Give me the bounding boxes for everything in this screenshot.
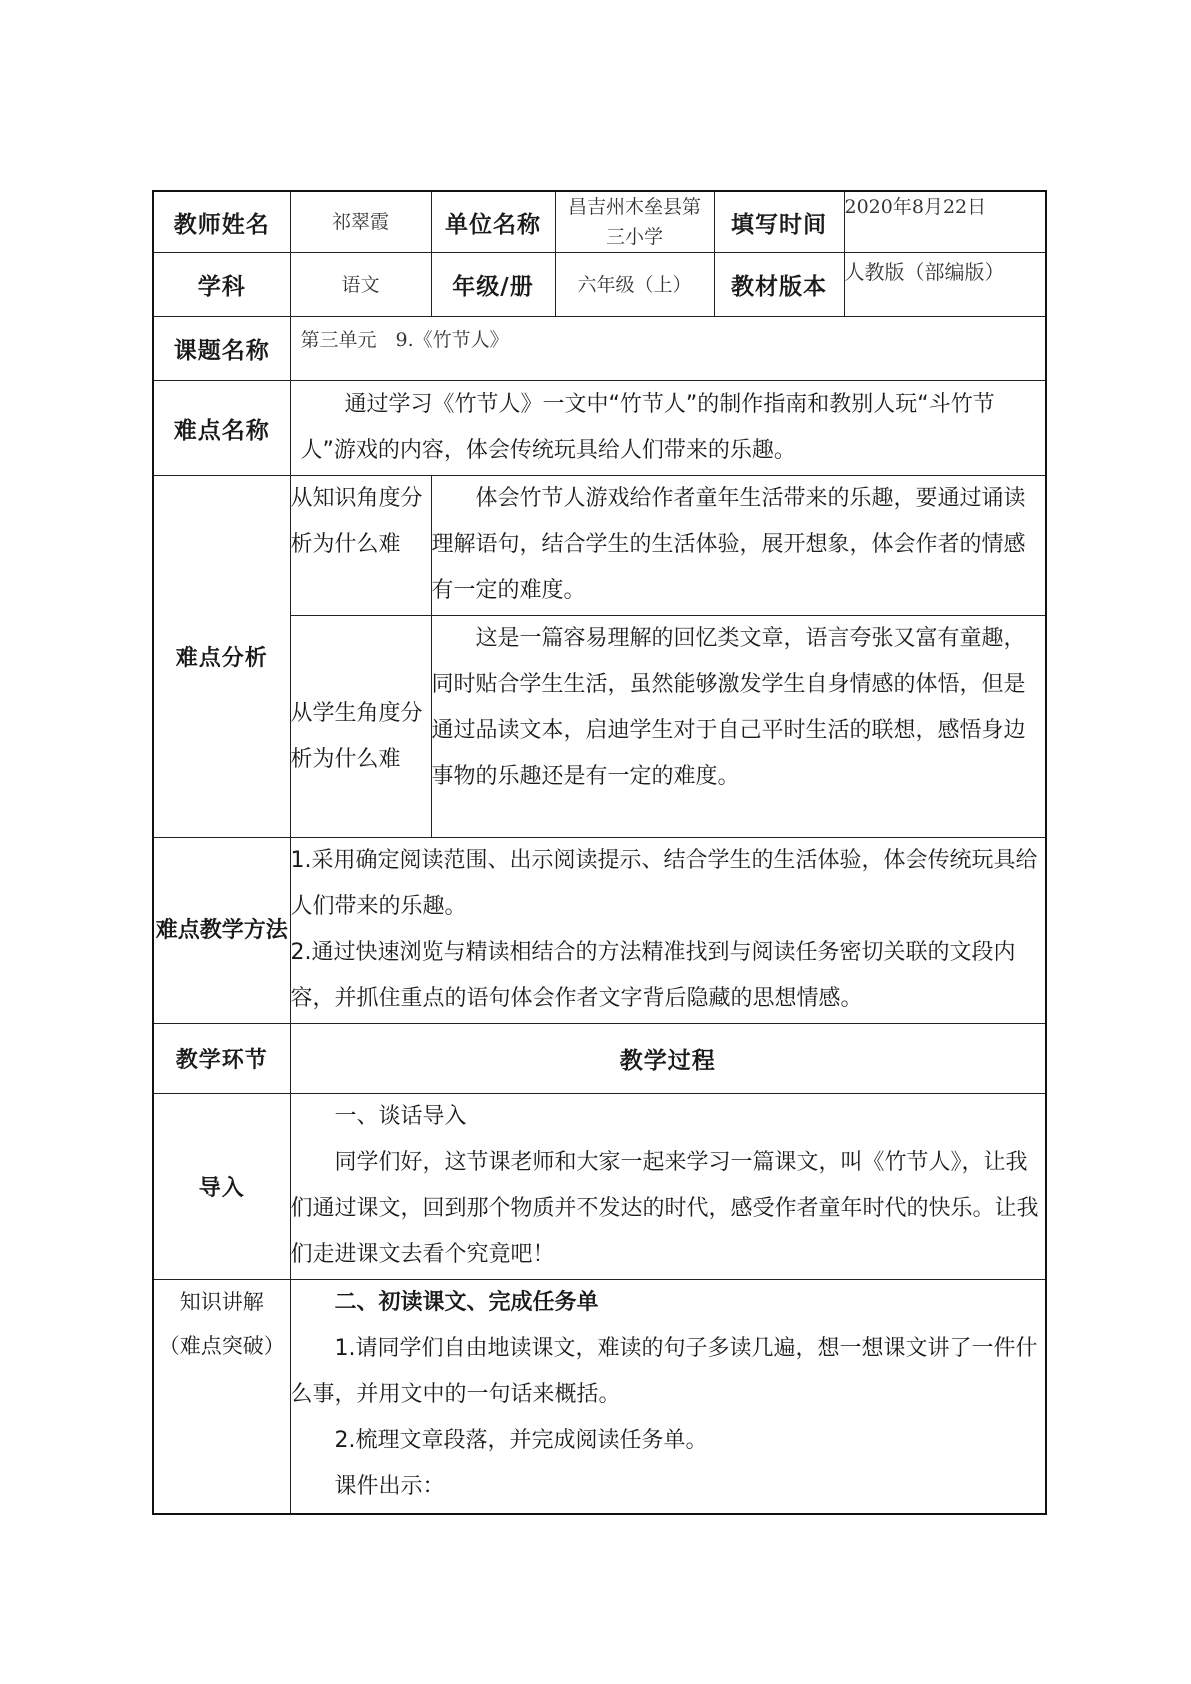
analysis-knowledge-row [153, 476, 1046, 616]
unit-label: 单位名称 [431, 191, 555, 253]
student-angle-text: 这是一篇容易理解的回忆类文章，语言夸张又富有童趣，同时贴合学生生活，虽然能够激发学生自身情感的体悟，但是通过品读文本，启迪学生对于自己平时生活的联想，感悟身边事物的乐趣还是有一定的难度。 [431, 616, 1046, 838]
edition-value: 人教版（部编版） [844, 253, 1046, 317]
lesson-value: 第三单元 9.《竹节人》 [290, 317, 1046, 381]
edition-label: 教材版本 [714, 253, 844, 317]
student-angle-label: 从学生角度分析为什么难 [290, 616, 431, 838]
analysis-label: 难点分析 [153, 476, 290, 838]
knowledge-label-line-1: 知识讲解 [179, 1290, 264, 1314]
knowledge-label-line-2: （难点突破） [158, 1334, 285, 1358]
info-row-2 [153, 253, 1046, 317]
difficulty-text: 通过学习《竹节人》一文中“竹节人”的制作指南和教别人玩“斗竹节人”游戏的内容，体会传统玩具给人们带来的乐趣。 [290, 381, 1046, 476]
intro-row [153, 1094, 1046, 1280]
knowledge-item-1: 1.请同学们自由地读课文，难读的句子多读几遍，想一想课文讲了一件什么事，并用文中的一句话来概括。 [290, 1336, 1038, 1407]
knowledge-angle-label: 从知识角度分析为什么难 [290, 476, 431, 616]
info-row-1 [153, 191, 1046, 253]
teacher-value: 祁翠霞 [290, 191, 431, 253]
stage-header: 教学环节 [153, 1024, 290, 1094]
intro-text: 同学们好，这节课老师和大家一起来学习一篇课文，叫《竹节人》，让我们通过课文，回到那个物质并不发达的时代，感受作者童年时代的快乐。让我们走进课文去看个究竟吧！ [290, 1150, 1039, 1267]
knowledge-row [153, 1280, 1046, 1514]
unit-value: 昌吉州木垒县第三小学 [555, 191, 714, 253]
lesson-label: 课题名称 [153, 317, 290, 381]
time-label: 填写时间 [714, 191, 844, 253]
intro-heading: 一、谈话导入 [334, 1104, 467, 1129]
time-value: 2020年8月22日 [844, 191, 1046, 253]
process-header: 教学过程 [290, 1024, 1046, 1094]
difficulty-label: 难点名称 [153, 381, 290, 476]
grade-value: 六年级（上） [555, 253, 714, 317]
knowledge-item-2: 2.梳理文章段落，并完成阅读任务单。 [334, 1428, 708, 1453]
intro-label: 导入 [153, 1094, 290, 1280]
grade-label: 年级/册 [431, 253, 555, 317]
subject-value: 语文 [290, 253, 431, 317]
knowledge-content [290, 1280, 1046, 1514]
subject-label: 学科 [153, 253, 290, 317]
difficulty-row [153, 381, 1046, 476]
knowledge-heading: 二、初读课文、完成任务单 [334, 1290, 599, 1315]
knowledge-angle-text: 体会竹节人游戏给作者童年生活带来的乐趣，要通过诵读理解语句，结合学生的生活体验，展开想象，体会作者的情感有一定的难度。 [431, 476, 1046, 616]
method-label: 难点教学方法 [153, 838, 290, 1024]
method-item-1: 1.采用确定阅读范围、出示阅读提示、结合学生的生活体验，体会传统玩具给人们带来的乐趣。 [290, 848, 1038, 919]
lesson-plan-table [152, 190, 1047, 1515]
teacher-label: 教师姓名 [153, 191, 290, 253]
method-text [290, 838, 1046, 1024]
intro-content [290, 1094, 1046, 1280]
process-header-row [153, 1024, 1046, 1094]
knowledge-item-3: 课件出示： [334, 1474, 445, 1499]
method-row [153, 838, 1046, 1024]
method-item-2: 2.通过快速浏览与精读相结合的方法精准找到与阅读任务密切关联的文段内容，并抓住重点的语句体会作者文字背后隐藏的思想情感。 [290, 940, 1016, 1011]
knowledge-label [153, 1280, 290, 1514]
lesson-row [153, 317, 1046, 381]
